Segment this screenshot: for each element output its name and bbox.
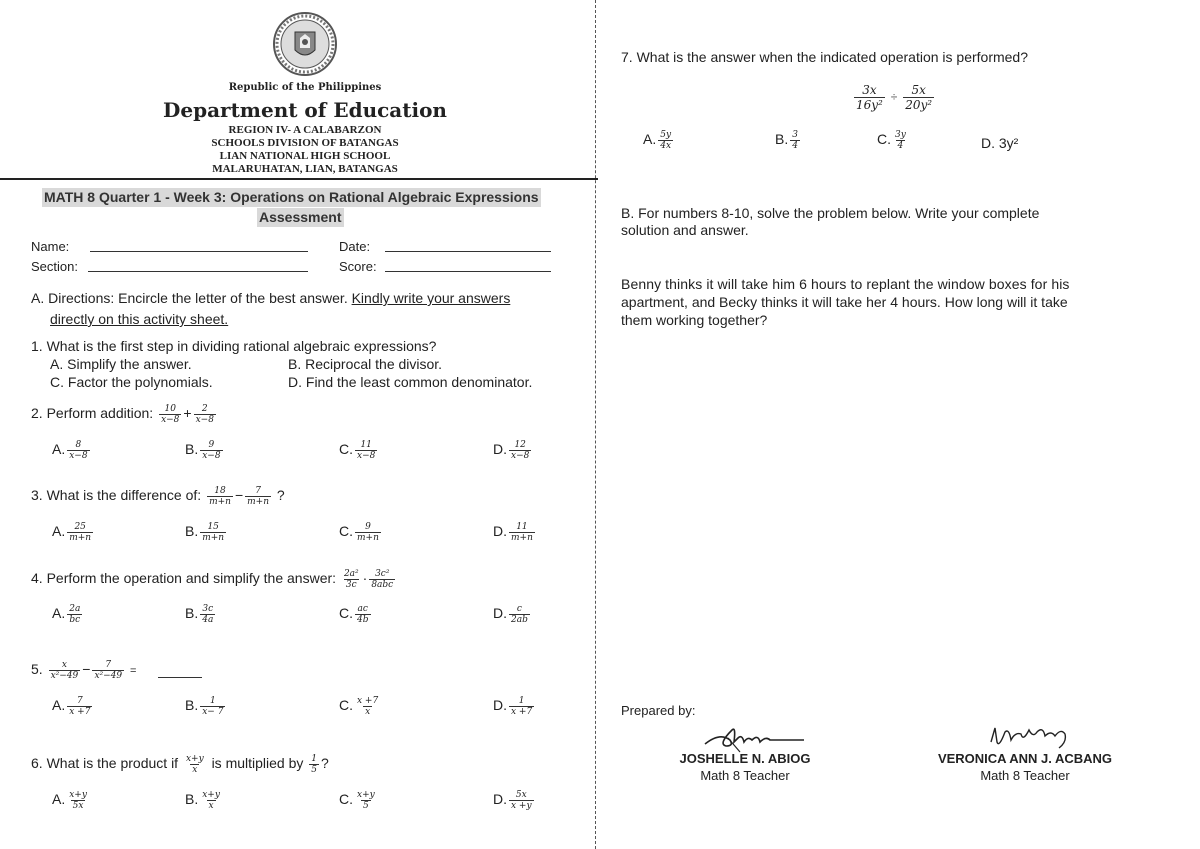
choice-num: x+y (357, 790, 375, 800)
q4-f1-den: 3c (345, 579, 357, 590)
teacher-1-name: JOSHELLE N. ABIOG (679, 751, 811, 766)
q4-choice-c[interactable] (339, 604, 373, 625)
choice-num: 15 (207, 522, 219, 532)
q4-question (31, 563, 397, 593)
teacher-1-role: Math 8 Teacher (700, 768, 790, 783)
date-field[interactable] (385, 251, 551, 252)
q3-question (31, 480, 285, 510)
choice-num: 8 (75, 440, 82, 450)
school-label: LIAN NATIONAL HIGH SCHOOL (219, 150, 391, 162)
teacher-2-name: VERONICA ANN J. ACBANG (937, 751, 1113, 766)
q2-choice-d[interactable] (493, 440, 533, 461)
q7-expression (852, 78, 936, 115)
choice-den: 4x (660, 141, 672, 151)
choice-letter: D. (493, 697, 507, 714)
q7-f1-num: 3x (862, 82, 877, 97)
q7-text: 7. What is the answer when the indicated operation is performed? (621, 49, 1029, 65)
q5-text: 5. (31, 661, 43, 677)
choice-letter: A. (52, 697, 66, 714)
q3-f2-den: m+n (247, 496, 269, 507)
q7-choice-b[interactable] (775, 130, 802, 151)
choice-num: x+y (202, 790, 220, 800)
section-field[interactable] (88, 271, 308, 272)
q7-fraction-2 (903, 83, 934, 112)
q7-f2-num: 5x (911, 82, 926, 97)
choice-letter: D. (493, 523, 507, 540)
q4-f2-den: 8abc (371, 579, 394, 590)
choice-num: 3y (895, 130, 906, 140)
choice-den: x−8 (202, 451, 221, 461)
assessment-title: Assessment (259, 209, 342, 225)
q4-f1-num: 2a² (343, 568, 359, 579)
q1-choice-a[interactable]: A. Simplify the answer. (50, 356, 192, 372)
q5-question (31, 654, 136, 686)
choice-num: 2a (69, 604, 81, 614)
choice-letter: A. (52, 791, 66, 808)
signature-acbang (985, 718, 1075, 752)
title-bold: MATH 8 Quarter 1 - Week 3: (44, 189, 227, 205)
choice-den: x− 7 (202, 707, 224, 717)
choice-letter: B. (185, 605, 199, 622)
choice-num: 1 (518, 696, 525, 706)
choice-num: 1 (209, 696, 216, 706)
choice-letter: C. (339, 523, 353, 540)
q7-f1-den: 16y² (856, 97, 883, 112)
choice-letter: B. (185, 791, 199, 808)
choice-den: m+n (511, 533, 533, 543)
q5-operator: − (82, 661, 91, 677)
q6-mid-text: is multiplied by (211, 755, 304, 771)
problem-line-3: them working together? (621, 312, 768, 328)
choice-letter: A. (52, 441, 66, 458)
choice-letter: B. (185, 441, 199, 458)
q6-choice-a[interactable] (52, 790, 91, 811)
choice-letter: C. (339, 441, 353, 458)
q6-fraction-2 (309, 754, 319, 775)
score-label: Score: (339, 259, 377, 274)
choice-letter: D. (493, 441, 507, 458)
choice-num: 9 (208, 440, 215, 450)
choice-num: ac (357, 604, 368, 614)
q3-choice-b[interactable] (185, 522, 228, 543)
choice-letter: D. (493, 791, 507, 808)
choice-letter: C. (339, 791, 353, 808)
q2-fraction-2 (194, 404, 216, 425)
choice-den: 4 (792, 141, 798, 151)
q1-text: 1. What is the first step in dividing rational algebraic expressions? (31, 338, 437, 354)
choice-num: 11 (516, 522, 528, 532)
part-b-line-2: solution and answer. (621, 222, 749, 238)
q6-f2-num: 1 (311, 753, 318, 764)
choice-letter: B. (185, 697, 199, 714)
republic-label: Republic of the Philippines (228, 82, 382, 93)
q6-f1-num: x+y (185, 753, 204, 764)
division-label: SCHOOLS DIVISION OF BATANGAS (211, 137, 399, 149)
q3-f1-num: 18 (214, 485, 226, 496)
q5-f1-den: x²−49 (50, 670, 79, 681)
q6-question (31, 748, 329, 778)
q6-choice-b[interactable] (185, 790, 224, 811)
choice-num: 3 (792, 130, 798, 140)
directions-emphasis: Kindly write your answers (351, 290, 511, 306)
score-field[interactable] (385, 271, 551, 272)
choice-num: x+y (69, 790, 87, 800)
q1-choice-d[interactable]: D. Find the least common denominator. (288, 374, 533, 390)
problem-line-1: Benny thinks it will take him 6 hours to replant the window boxes for his (621, 276, 1070, 292)
q3-choice-c[interactable] (339, 522, 383, 543)
choice-den: 4a (202, 615, 214, 625)
choice-den: x +7 (511, 707, 533, 717)
choice-num: 5x (515, 790, 527, 800)
choice-num: 11 (360, 440, 372, 450)
choice-den: x−8 (357, 451, 376, 461)
prepared-by-label: Prepared by: (621, 703, 696, 718)
q4-fraction-1 (342, 569, 361, 590)
choice-num: c (516, 604, 522, 614)
q2-f1-den: x−8 (161, 414, 180, 425)
q1-choice-b[interactable]: B. Reciprocal the divisor. (288, 356, 443, 372)
region-label: REGION IV- A CALABARZON (228, 124, 382, 136)
choice-den: 4b (357, 615, 369, 625)
q6-fraction-1 (184, 754, 206, 775)
name-field[interactable] (90, 251, 308, 252)
q3-operator: − (234, 487, 244, 503)
q5-f2-num: 7 (105, 659, 112, 670)
q6-f2-den: 5 (311, 764, 318, 775)
q5-answer-blank[interactable] (158, 677, 202, 678)
q2-f2-num: 2 (201, 403, 208, 414)
choice-num: 7 (76, 696, 83, 706)
sheet-title (42, 188, 541, 207)
q5-fraction-1 (49, 660, 81, 681)
section-label: Section: (31, 259, 78, 274)
q7-fraction-1 (854, 83, 885, 112)
choice-den: x +y (511, 801, 532, 811)
choice-den: 4 (897, 141, 904, 151)
q2-question (31, 398, 218, 428)
q2-fraction-1 (159, 404, 181, 425)
q5-choice-a[interactable] (52, 696, 94, 717)
choice-den: m+n (202, 533, 225, 543)
choice-num: x +7 (357, 696, 379, 706)
teacher-2-role: Math 8 Teacher (980, 768, 1070, 783)
q4-fraction-2 (369, 569, 395, 590)
choice-num: 5y (660, 130, 672, 140)
choice-den: x−8 (511, 451, 530, 461)
choice-num: 9 (365, 522, 371, 532)
q3-fraction-1 (207, 486, 233, 507)
choice-letter: C. (339, 605, 353, 622)
q5-choice-c[interactable] (339, 696, 382, 717)
q3-f2-num: 7 (255, 485, 261, 496)
q7-f2-den: 20y² (905, 97, 933, 112)
title-rest: Operations on Rational Algebraic Expressions (226, 189, 539, 205)
q6-choice-d[interactable] (493, 790, 536, 811)
choice-den: m+n (357, 533, 379, 543)
q2-operator: + (183, 405, 192, 421)
choice-den: 2ab (511, 615, 528, 625)
q3-choice-d[interactable] (493, 522, 537, 543)
q3-choice-a[interactable] (52, 522, 95, 543)
deped-seal-logo (273, 12, 337, 76)
choice-den: x +7 (69, 707, 91, 717)
q7-choice-a[interactable] (643, 130, 675, 151)
q2-f2-den: x−8 (195, 414, 214, 425)
q4-text: 4. Perform the operation and simplify the answer: (31, 570, 337, 586)
q5-fraction-2 (92, 660, 124, 681)
choice-letter: A. (52, 605, 66, 622)
choice-den: 5x (72, 801, 84, 811)
name-label: Name: (31, 239, 70, 254)
q6-text: 6. What is the product if (31, 755, 179, 771)
choice-letter: B. (185, 523, 199, 540)
address-label: MALARUHATAN, LIAN, BATANGAS (212, 163, 398, 175)
q3-fraction-2 (245, 486, 271, 507)
q6-question-mark: ? (321, 755, 329, 771)
directions-emphasis-2: directly on this activity sheet. (50, 311, 229, 327)
choice-den: x (208, 801, 214, 811)
q2-choice-b[interactable] (185, 440, 225, 461)
choice-num: 25 (74, 522, 86, 532)
q1-choice-c[interactable]: C. Factor the polynomials. (50, 374, 213, 390)
directions (31, 290, 510, 307)
choice-letter: C. (339, 697, 353, 714)
q4-choice-d[interactable] (493, 604, 532, 625)
q7-operator: ÷ (890, 90, 898, 104)
q5-f2-den: x²−49 (94, 670, 123, 681)
q6-choice-c[interactable] (339, 790, 379, 811)
q3-f1-den: m+n (209, 496, 231, 507)
q6-f1-den: x (192, 764, 198, 775)
header-rule (0, 178, 598, 180)
choice-letter: A. (643, 131, 657, 148)
q7-choice-d[interactable]: D. 3y² (981, 135, 1019, 151)
q5-equals: = (130, 665, 137, 677)
choice-num: 12 (514, 440, 526, 450)
q5-choice-b[interactable] (185, 696, 227, 717)
q7-choice-c[interactable] (877, 130, 910, 151)
directions-text: A. Directions: Encircle the letter of the best answer. (31, 290, 352, 306)
q4-operator: · (362, 570, 368, 586)
page-divider (595, 0, 596, 849)
department-title: Department of Education (163, 98, 447, 122)
q4-choice-a[interactable] (52, 604, 84, 625)
q4-choice-b[interactable] (185, 604, 217, 625)
date-label: Date: (339, 239, 371, 254)
choice-den: m+n (69, 533, 92, 543)
q2-f1-num: 10 (164, 403, 176, 414)
q2-text: 2. Perform addition: (31, 405, 154, 421)
choice-den: x (365, 707, 371, 717)
q5-choice-d[interactable] (493, 696, 536, 717)
q5-f1-num: x (61, 659, 67, 670)
choice-letter: C. (877, 131, 891, 148)
choice-letter: A. (52, 523, 66, 540)
q2-choice-a[interactable] (52, 440, 92, 461)
q3-question-mark: ? (276, 487, 285, 503)
problem-line-2: apartment, and Becky thinks it will take her 4 hours. How long will it take (621, 294, 1068, 310)
choice-den: x−8 (69, 451, 88, 461)
choice-letter: D. (493, 605, 507, 622)
part-b-line-1: B. For numbers 8-10, solve the problem below. Write your complete (621, 205, 1040, 221)
q2-choice-c[interactable] (339, 440, 379, 461)
q3-text: 3. What is the difference of: (31, 487, 202, 503)
choice-den: 5 (362, 801, 369, 811)
choice-den: bc (69, 615, 81, 625)
q4-f2-num: 3c² (375, 568, 390, 579)
choice-num: 3c (202, 604, 214, 614)
choice-letter: B. (775, 131, 789, 148)
